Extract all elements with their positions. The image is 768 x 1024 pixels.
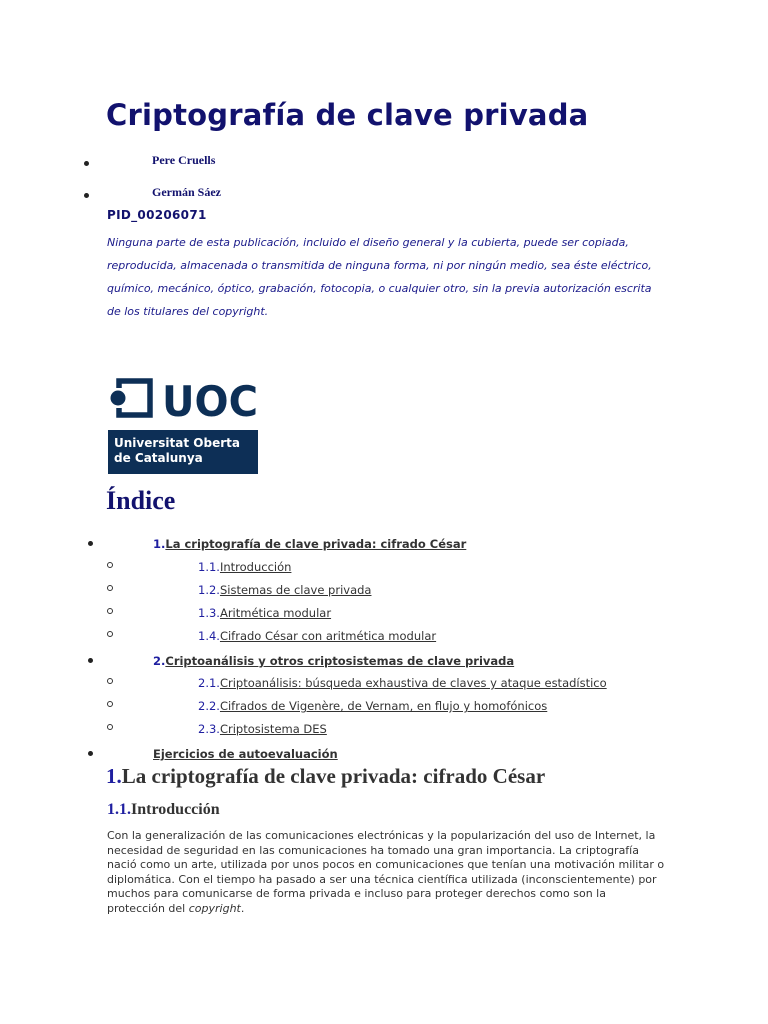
index-title: Índice xyxy=(106,486,176,515)
author-item xyxy=(0,185,768,205)
toc-item-number: 1.1. xyxy=(198,560,220,574)
bullet-icon xyxy=(88,658,93,663)
toc-item xyxy=(0,695,768,713)
toc-item xyxy=(0,602,768,620)
section-title: La criptografía de clave privada: cifrado César xyxy=(121,764,546,788)
legal-notice: Ninguna parte de esta publicación, incluido el diseño general y la cubierta, puede ser copiada, reproducida, almacenada o transmitida de ninguna forma, ni por ningún medio, sea éste eléctrico, químico, mecánico, óptico, grabación, fotocopia, o cualquier otro, sin la previa autorización escrita de los titulares del copyright. xyxy=(107,236,652,318)
circle-bullet-icon xyxy=(107,701,113,707)
section-heading xyxy=(106,764,545,789)
toc-item-number: 1. xyxy=(153,537,166,551)
toc-item xyxy=(0,625,768,643)
document-pid: PID_00206071 xyxy=(107,208,207,222)
bullet-icon xyxy=(88,541,93,546)
bullet-icon xyxy=(84,193,89,198)
toc-item-number: 1.3. xyxy=(198,606,220,620)
toc-item-number: 1.2. xyxy=(198,583,220,597)
toc-item-number: 2.3. xyxy=(198,722,220,736)
toc-link[interactable]: Introducción xyxy=(219,560,292,574)
circle-bullet-icon xyxy=(107,585,113,591)
author-name: Pere Cruells xyxy=(152,153,216,167)
author-item xyxy=(0,153,768,173)
intro-emphasis: copyright xyxy=(188,901,241,915)
toc-link[interactable]: Ejercicios de autoevaluación xyxy=(153,747,338,761)
toc-item xyxy=(0,556,768,574)
toc-item-number: 2.2. xyxy=(198,699,220,713)
uoc-wordmark: UOC xyxy=(162,378,258,422)
toc-link[interactable]: Sistemas de clave privada xyxy=(219,583,372,597)
toc-item xyxy=(0,672,768,690)
intro-text-end: . xyxy=(240,901,245,915)
toc-link[interactable]: Aritmética modular xyxy=(219,606,332,620)
bullet-icon xyxy=(88,751,93,756)
section-number: 1. xyxy=(106,764,122,788)
toc-link[interactable]: Criptoanálisis: búsqueda exhaustiva de claves y ataque estadístico xyxy=(219,676,607,690)
intro-text: Con la generalización de las comunicaciones electrónicas y la popularización del uso de Internet, la necesidad de seguridad en las comunicaciones ha tomado una gran importancia. La criptografía nació como un arte, utilizada por unos pocos en comunicaciones que tenían una motivación militar o diplomática. Con el tiempo ha pasado a ser una técnica científica utilizada (inconscientemente) por muchos para comunicarse de forma privada e incluso para proteger derechos como son la protección del xyxy=(107,829,665,915)
circle-bullet-icon xyxy=(107,562,113,568)
toc-item xyxy=(0,579,768,597)
subsection-heading xyxy=(107,801,220,819)
toc-item xyxy=(0,743,768,761)
toc-link[interactable]: Criptosistema DES xyxy=(219,722,327,736)
uoc-logo-caption: Universitat Oberta de Catalunya xyxy=(114,436,240,465)
toc-item xyxy=(0,718,768,736)
toc-item-number: 1.4. xyxy=(198,629,220,643)
toc-link[interactable]: Cifrados de Vigenère, de Vernam, en flujo y homofónicos xyxy=(219,699,548,713)
toc-item xyxy=(0,650,768,668)
toc-item xyxy=(0,533,768,551)
uoc-logo-caption-box xyxy=(108,430,258,474)
subsection-title: Introducción xyxy=(131,801,220,818)
document-title: Criptografía de clave privada xyxy=(106,98,589,132)
toc-link[interactable]: Criptoanálisis y otros criptosistemas de clave privada xyxy=(165,654,515,668)
author-name: Germán Sáez xyxy=(152,185,221,199)
circle-bullet-icon xyxy=(107,608,113,614)
intro-paragraph xyxy=(107,829,667,916)
circle-bullet-icon xyxy=(107,724,113,730)
toc-item-number: 2. xyxy=(153,654,166,668)
toc-link[interactable]: La criptografía de clave privada: cifrado César xyxy=(165,537,467,551)
circle-bullet-icon xyxy=(107,678,113,684)
subsection-number: 1.1. xyxy=(107,801,131,818)
circle-bullet-icon xyxy=(107,631,113,637)
uoc-logo-mark xyxy=(108,378,258,422)
toc-item-number: 2.1. xyxy=(198,676,220,690)
toc-link[interactable]: Cifrado César con aritmética modular xyxy=(219,629,437,643)
bullet-icon xyxy=(84,161,89,166)
